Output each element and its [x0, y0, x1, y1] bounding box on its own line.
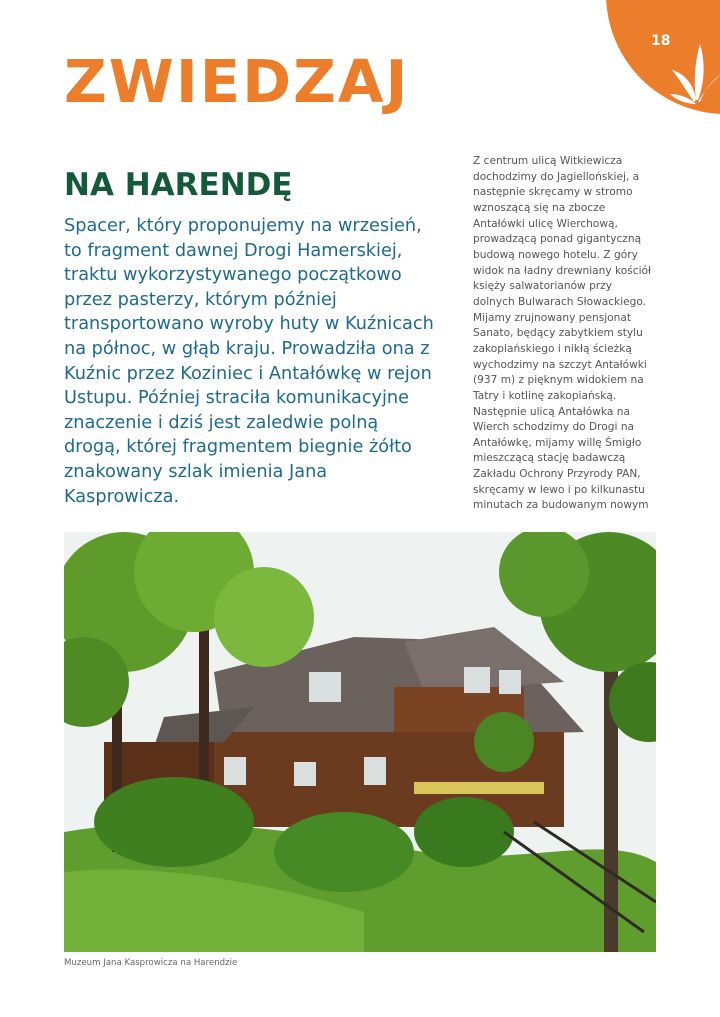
side-paragraph: Z centrum ulicą Witkiewicza dochodzimy do Jagiellońskiej, a następnie skręcamy w stromo wznoszącą się na zbocze Antałówki ulicę Wierchową, prowadzącą ponad gigantyczną budową nowego hotelu. Z góry widok na ładny drewniany kościół księży salwatorianów przy dolnych Bulwarach Słowackiego. Mijamy zrujnowany pensjonat Sanato, będący zabytkiem stylu zakopiańskiego i nikłą ścieżką wychodzimy na szczyt Antałówki (937 m) z pięknym widokiem na Tatry i kotlinę zakopiańską. Następnie ulicą Antałówka na Wierch schodzimy do Drogi na Antałówkę, mijamy willę Śmigło mieszczącą stację badawczą Zakładu Ochrony Przyrody PAN, skręcamy w lewo i po kilkunastu minutach za budowanym nowym	[473, 155, 652, 512]
photo-caption: Muzeum Jana Kasprowicza na Harendzie	[64, 958, 238, 968]
leaf-icon	[666, 38, 720, 108]
section-title: ZWIEDZAJ	[64, 47, 410, 116]
page-number: 18	[651, 33, 671, 49]
article-title: NA HARENDĘ	[64, 167, 293, 203]
museum-photo	[64, 532, 656, 952]
lead-paragraph: Spacer, który proponujemy na wrzesień, to fragment dawnej Drogi Hamerskiej, traktu wykorzystywanego początkowo przez pasterzy, którym później transportowano wyroby huty w Kuźnicach na północ, w głąb kraju. Prowadziła ona z Kuźnic przez Koziniec i Antałówkę w rejon Ustupu. Później straciła komunikacyjne znaczenie i dziś jest zaledwie polną drogą, której fragmentem biegnie żółto znakowany szlak imienia Jana Kasprowicza.	[64, 216, 434, 507]
